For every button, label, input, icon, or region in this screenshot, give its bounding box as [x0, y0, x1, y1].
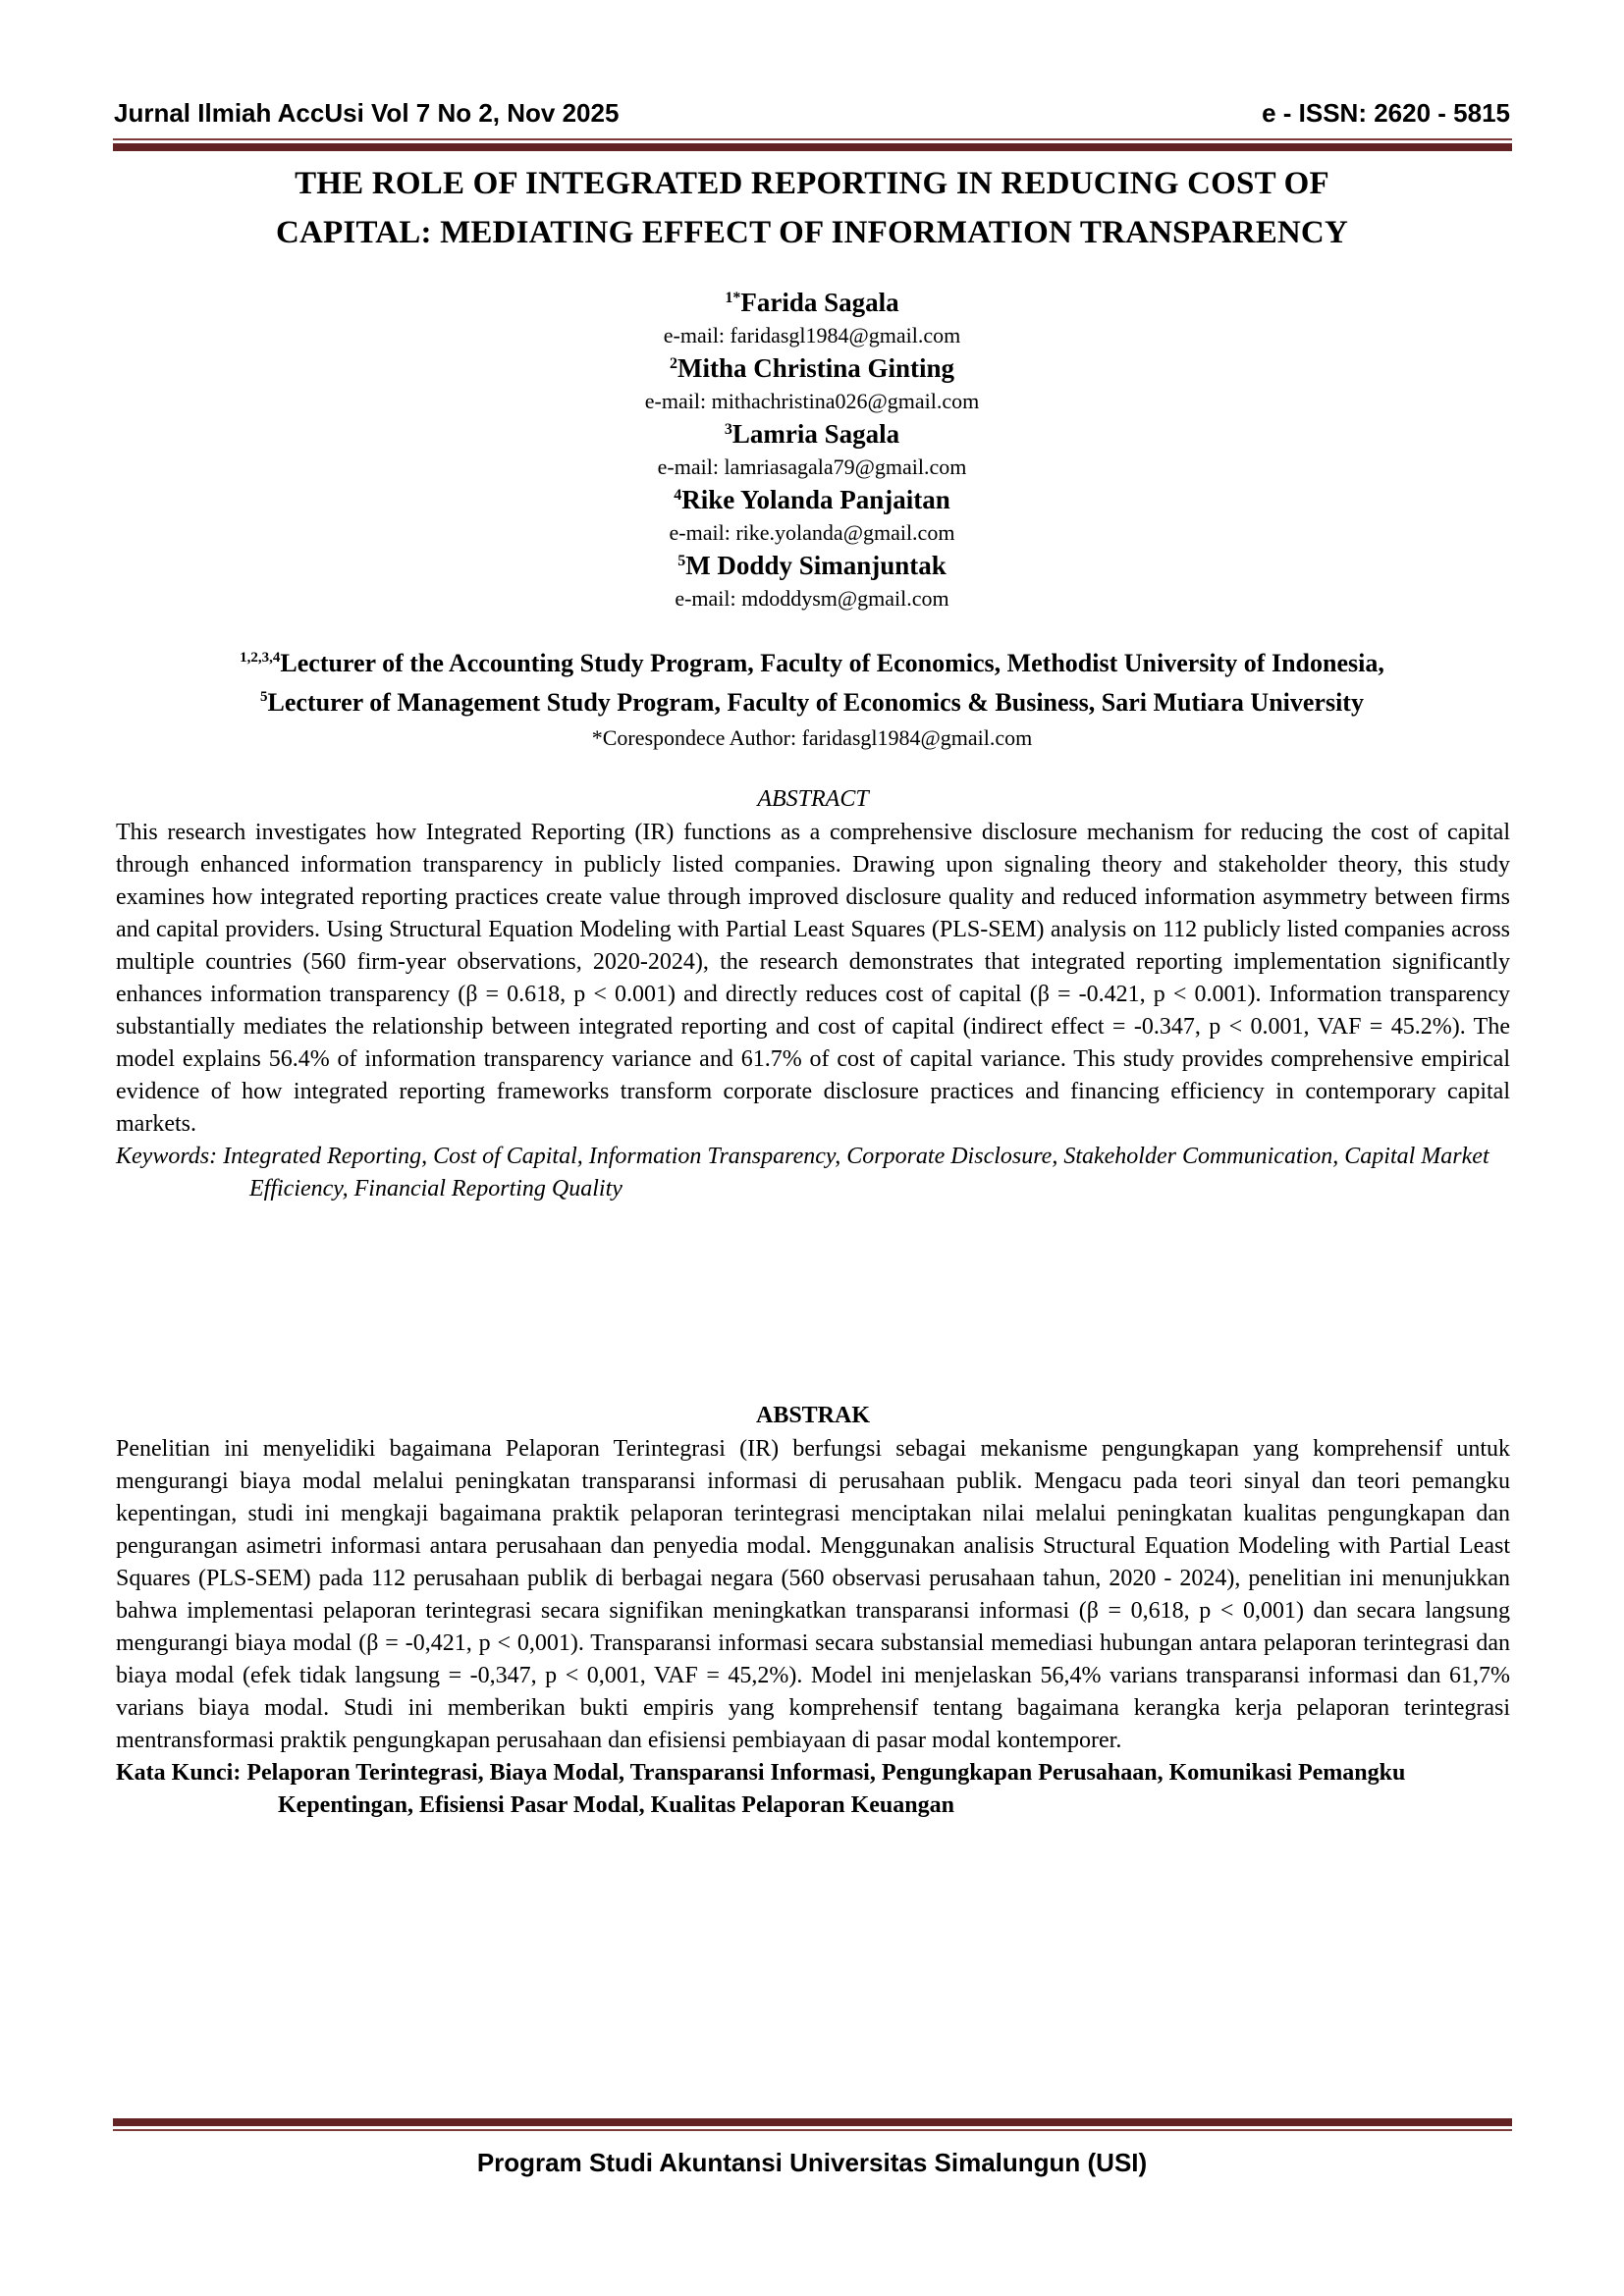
affiliation-line: $^5$Lecturer of Management Study Program, Faculty of Economics & Business, Sari Mutiara University	[260, 688, 1364, 717]
abstract-body: This research investigates how Integrated Reporting (IR) functions as a comprehensive disclosure mechanism for reducing the cost of capital through enhanced information transparency in publicly listed companies. Drawing upon signaling theory and stakeholder theory, this study examines how integrated reporting practices create value through improved disclosure quality and reduced information asymmetry between firms and capital providers. Using Structural Equation Modeling with Partial Least Squares (PLS-SEM) analysis on 112 publicly listed companies across multiple countries (560 firm-year observations, 2020-2024), the research demonstrates that integrated reporting implementation significantly enhances information transparency (β = 0.618, p < 0.001) and directly reduces cost of capital (β = -0.421, p < 0.001). Information transparency substantially mediates the relationship between integrated reporting and cost of capital (indirect effect = -0.347, p < 0.001, VAF = 45.2%). The model explains 56.4% of information transparency variance and 61.7% of cost of capital variance. This study provides comprehensive empirical evidence of how integrated reporting frameworks transform corporate disclosure practices and financing efficiency in contemporary capital markets.	[116, 820, 1510, 1137]
abstrak-body: Penelitian ini menyelidiki bagaimana Pelaporan Terintegrasi (IR) berfungsi sebagai mekanisme pengungkapan yang komprehensif untuk mengurangi biaya modal melalui peningkatan transparansi informasi di perusahaan publik. Mengacu pada teori sinyal dan teori pemangku kepentingan, studi ini mengkaji bagaimana praktik pelaporan terintegrasi menciptakan nilai melalui peningkatan kualitas pengungkapan dan pengurangan asimetri informasi antara perusahaan dan penyedia modal. Menggunakan analisis Structural Equation Modeling with Partial Least Squares (PLS-SEM) pada 112 perusahaan publik di berbagai negara (560 observasi perusahaan tahun, 2020 - 2024), penelitian ini menunjukkan bahwa implementasi pelaporan terintegrasi secara signifikan meningkatkan transparansi informasi (β = 0,618, p < 0,001) dan secara langsung mengurangi biaya modal (β = -0,421, p < 0,001). Transparansi informasi secara substansial memediasi hubungan antara pelaporan terintegrasi dan biaya modal (efek tidak langsung = -0,347, p < 0,001, VAF = 45,2%). Model ini menjelaskan 56,4% varians transparansi informasi dan 61,7% varians biaya modal. Studi ini memberikan bukti empiris yang komprehensif tentang bagaimana kerangka kerja pelaporan terintegrasi mentransformasi praktik pengungkapan perusahaan dan efisiensi pembiayaan di pasar modal kontemporer.	[116, 1436, 1510, 1753]
author-index: 4	[674, 487, 682, 504]
kata-kunci-list: Pelaporan Terintegrasi, Biaya Modal, Transparansi Informasi, Pengungkapan Perusahaan, Komunikasi Pemangku Kepentingan, Efisiensi Pasar Modal, Kualitas Pelaporan Keuangan	[246, 1760, 1406, 1818]
abstract-heading: ABSTRACT	[757, 786, 869, 812]
keywords-label: Keywords:	[116, 1144, 218, 1169]
correspondence-author: *Corespondece Author: faridasgl1984@gmail.com	[591, 725, 1033, 750]
title-line-1: THE ROLE OF INTEGRATED REPORTING IN REDUCING COST OF	[295, 166, 1329, 201]
author-email: e-mail: faridasgl1984@gmail.com	[663, 323, 961, 347]
author-name: $^{1*}$Farida Sagala	[725, 288, 899, 317]
kata-kunci-label: Kata Kunci:	[116, 1760, 242, 1786]
affiliations	[114, 644, 1510, 754]
author-email: e-mail: mdoddysm@gmail.com	[675, 586, 949, 611]
affiliation-index: 5	[260, 689, 268, 705]
abstract-english	[116, 781, 1510, 1205]
running-header	[114, 96, 1510, 130]
affiliation-line: $^{1,2,3,4}$Lecturer of the Accounting Study Program, Faculty of Economics, Methodist University of Indonesia,	[240, 649, 1384, 677]
author-index: 2	[669, 355, 677, 372]
author-index: 1*	[725, 290, 741, 306]
abstract-indonesian	[116, 1398, 1510, 1822]
author-email: e-mail: mithachristina026@gmail.com	[644, 389, 980, 413]
journal-name: Jurnal Ilmiah AccUsi Vol 7 No 2, Nov 2025	[114, 98, 620, 128]
footer-rule-thin	[113, 2129, 1512, 2131]
author-email: e-mail: lamriasagala79@gmail.com	[657, 454, 967, 479]
author-name: $^3$Lamria Sagala	[724, 419, 900, 449]
issn: e - ISSN: 2620 - 5815	[1262, 98, 1510, 128]
header-rule-thin	[113, 138, 1512, 140]
footer-institution: Program Studi Akuntansi Universitas Simalungun (USI)	[476, 2148, 1148, 2177]
author-index: 5	[677, 553, 686, 569]
author-list	[114, 286, 1510, 614]
abstrak-heading: ABSTRAK	[755, 1403, 871, 1428]
affiliation-index: 1,2,3,4	[240, 650, 281, 666]
footer-rule-thick	[113, 2118, 1512, 2126]
keywords-list: Integrated Reporting, Cost of Capital, Information Transparency, Corporate Disclosure, Stakeholder Communication, Capital Market Efficiency, Financial Reporting Quality	[223, 1144, 1489, 1201]
author-name: $^5$M Doddy Simanjuntak	[677, 551, 947, 580]
author-email: e-mail: rike.yolanda@gmail.com	[669, 520, 955, 545]
author-name: $^2$Mitha Christina Ginting	[669, 353, 955, 383]
author-index: 3	[724, 421, 732, 438]
paper-title	[114, 159, 1510, 257]
title-line-2: CAPITAL: MEDIATING EFFECT OF INFORMATION TRANSPARENCY	[275, 215, 1348, 250]
kata-kunci	[116, 1757, 1510, 1822]
author-name: $^4$Rike Yolanda Panjaitan	[674, 485, 950, 514]
header-rule-thick	[113, 143, 1512, 151]
keywords	[116, 1141, 1510, 1205]
